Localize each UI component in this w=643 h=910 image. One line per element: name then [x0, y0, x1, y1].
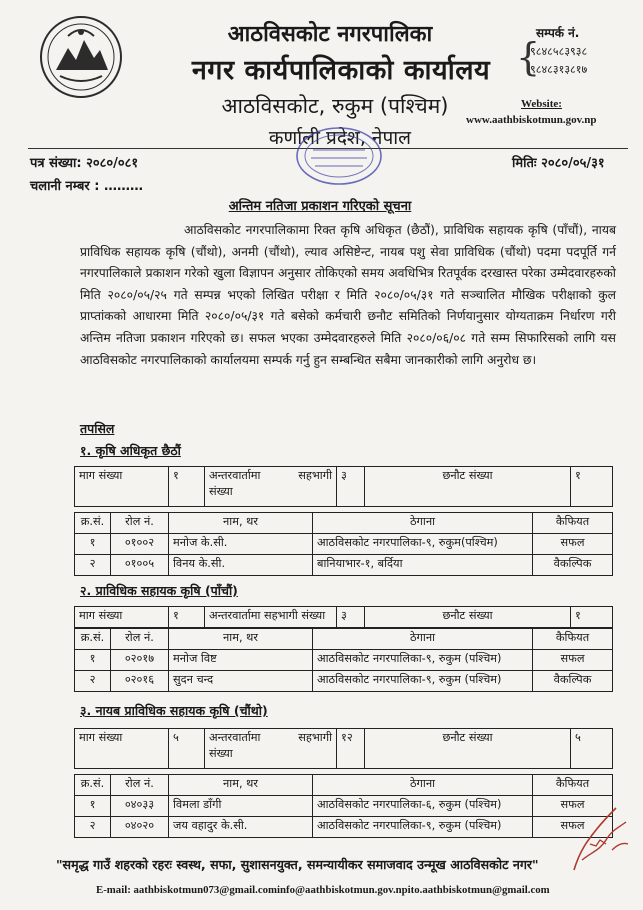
- notice-date: मितिः २०८०/०५/३१: [512, 156, 605, 171]
- table-row: १ ०२०१७ मनोज विष्ट आठविसकोट नगरपालिका-९, रुकुम (पश्चिम) सफल: [75, 650, 613, 671]
- table-header-row: क्र.सं. रोल नं. नाम, थर ठेगाना कैफियत: [75, 775, 613, 796]
- section-2-results-table: [74, 628, 613, 692]
- contact-number-2: ९८४८३१३८१७: [530, 63, 588, 76]
- details-label: तपसिल: [80, 421, 115, 436]
- table-row: २ ०४०२० जय वहादुर के.सी. आठविसकोट नगरपालिका-९, रुकुम (पश्चिम) सफल: [75, 817, 613, 838]
- interview-label: अन्तरवार्तामा सहभागी संख्या: [205, 729, 337, 769]
- section-3-title: ३. नायब प्राविधिक सहायक कृषि (चौंथो): [80, 703, 268, 718]
- interview-value: ३: [337, 467, 365, 507]
- demand-label: माग संख्या: [75, 607, 169, 628]
- office-address: आठविसकोट, रुकुम (पश्चिम): [221, 94, 449, 118]
- footer-slogan: "समृद्ध गाउँ शहरको रहरः स्वस्थ, सफा, सुशासनयुक्त, समन्यायीकर समाजवाद उन्मूख आठविसकोट नगर": [56, 857, 539, 872]
- brace-icon: {: [516, 35, 541, 79]
- selected-label: छनौट संख्या: [365, 607, 571, 628]
- dispatch-number: चलानी नम्बर : ………: [30, 179, 143, 194]
- municipality-name: आठविसकोट नगरपालिका: [227, 22, 433, 47]
- interview-label: अन्तरवार्तामा सहभागी संख्या: [205, 467, 337, 507]
- demand-value: ५: [169, 729, 205, 769]
- office-stamp-icon: [293, 124, 385, 188]
- section-2-title: २. प्राविधिक सहायक कृषि (पाँचौं): [80, 583, 238, 598]
- footer-email: E-mail: aathbiskotmun073@gmail.cominfo@aathbiskotmun.gov.npito.aathbiskotmun@gmail.com: [96, 884, 550, 896]
- section-3-results-table: [74, 774, 613, 838]
- government-emblem-icon: [38, 14, 124, 100]
- website-url: www.aathbiskotmun.gov.np: [466, 114, 597, 126]
- table-row: १ ०४०३३ विमला डाँगी आठविसकोट नगरपालिका-६, रुकुम (पश्चिम) सफल: [75, 796, 613, 817]
- table-header-row: क्र.सं. रोल नं. नाम, थर ठेगाना कैफियत: [75, 629, 613, 650]
- demand-label: माग संख्या: [75, 467, 169, 507]
- selected-label: छनौट संख्या: [365, 467, 571, 507]
- selected-label: छनौट संख्या: [365, 729, 571, 769]
- table-row: २ ०१००५ विनय के.सी. बानियाभार-१, बर्दिया वैकल्पिक: [75, 555, 613, 576]
- signature-icon: [566, 800, 632, 876]
- website-label: Website:: [521, 98, 562, 110]
- office-province: कर्णाली प्रदेश, नेपाल: [268, 127, 412, 149]
- demand-label: माग संख्या: [75, 729, 169, 769]
- contact-label: सम्पर्क नं.: [536, 26, 580, 40]
- interview-value: ३: [337, 607, 365, 628]
- interview-value: १२: [337, 729, 365, 769]
- selected-value: १: [571, 467, 613, 507]
- section-1-results-table: [74, 512, 613, 576]
- demand-value: १: [169, 467, 205, 507]
- section-3-summary-table: [74, 728, 613, 769]
- notice-body: आठविसकोट नगरपालिकामा रिक्त कृषि अधिकृत (छैठौं), प्राविधिक सहायक कृषि (पाँचौं), नायब प्राविधिक सहायक कृषि (चौंथो), अनमी (चौंथो), ल्याव असिष्टेन्ट, नायब पशु सेवा प्राविधिक (चौंथो) पदमा पदपूर्ति गर्न नगरपालिकाले प्रकाशन गरेको खुला विज्ञापन अनुसार तोकिएको समय अवधिभित्र रितपूर्वक दरखास्त परेका उम्मेदवारहरुको मिति २०८०/०५/२५ गते सम्पन्न भएको लिखित परीक्षा र मिति २०८०/०५/३१ गते सञ्चालित मौखिक परीक्षाको कुल प्राप्तांकको आधारमा मिति २०८०/०५/३१ गते बसेको कर्मचारी छनौट समितिको निर्णयानुसार योग्यताक्रम निर्धारण गरी अन्तिम नतिजा प्रकाशन गरिएको छ। सफल भएका उम्मेदवारहरुले मिति २०८०/०६/०८ गते सम्म सिफारिसको लागि यस आठविसकोट नगरपालिकाको कार्यालयमा सम्पर्क गर्नु हुन सम्बन्धित सबैमा जानकारीको लागि अनुरोध छ।: [80, 223, 616, 367]
- interview-label: अन्तरवार्तामा सहभागी संख्या: [205, 607, 337, 628]
- table-row: २ ०२०१६ सुदन चन्द आठविसकोट नगरपालिका-९, रुकुम (पश्चिम) वैकल्पिक: [75, 671, 613, 692]
- table-row: १ ०१००२ मनोज के.सी. आठविसकोट नगरपालिका-९, रुकुम(पश्चिम) सफल: [75, 534, 613, 555]
- demand-value: १: [169, 607, 205, 628]
- office-name: नगर कार्यपालिकाको कार्यालय: [191, 55, 491, 86]
- reference-number: पत्र संख्या: २०८०/०८१: [30, 156, 139, 171]
- notice-title: अन्तिम नतिजा प्रकाशन गरिएको सूचना: [228, 199, 412, 214]
- table-header-row: क्र.सं. रोल नं. नाम, थर ठेगाना कैफियत: [75, 513, 613, 534]
- section-1-summary-table: [74, 466, 613, 507]
- contact-number-1: ९८४८५८३९३८: [530, 45, 588, 58]
- selected-value: १: [571, 607, 613, 628]
- section-2-summary-table: [74, 606, 613, 628]
- selected-value: ५: [571, 729, 613, 769]
- section-1-title: १. कृषि अधिकृत छैठौं: [80, 443, 181, 458]
